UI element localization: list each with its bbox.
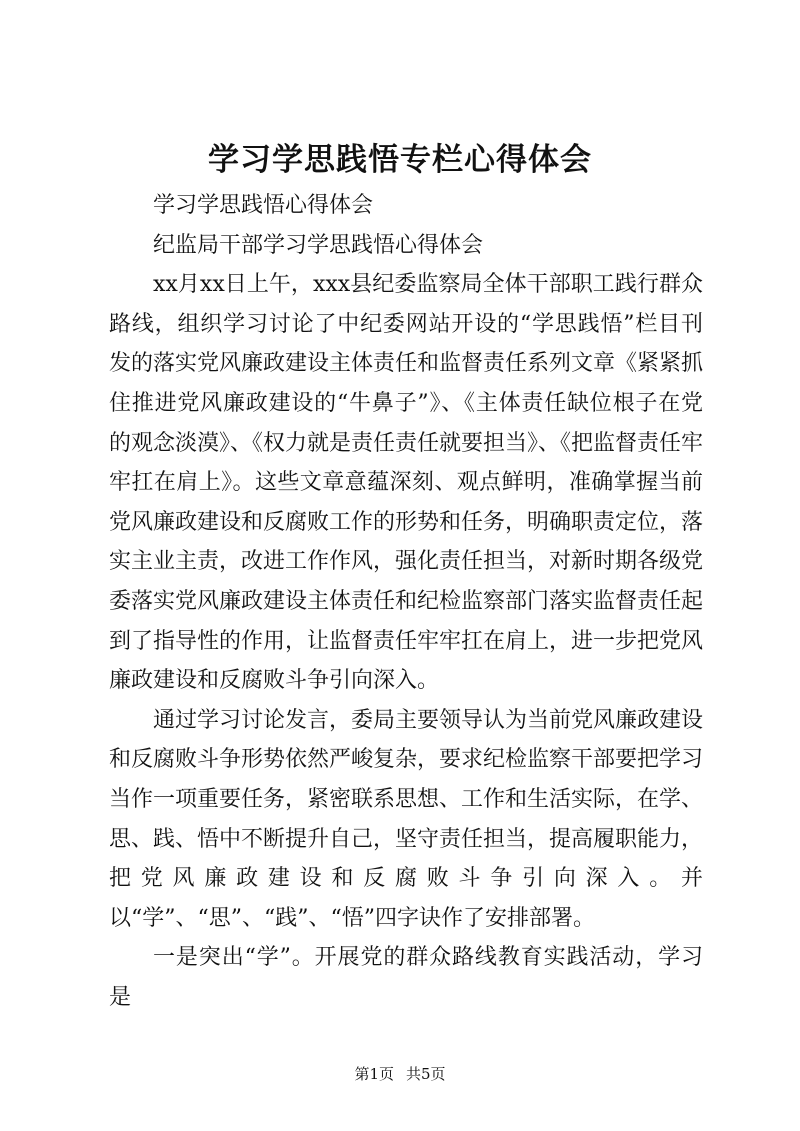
- paragraph: 通过学习讨论发言，委局主要领导认为当前党风廉政建设和反腐败斗争形势依然严峻复杂，要求纪检监察干部要把学习当作一项重要任务，紧密联系思想、工作和生活实际，在学、思、践、悟中不断提升自己，坚守责任担当，提高履职能力，把党风廉政建设和反腐败斗争引向深入。并以“学”、“思”、“践”、“悟”四字诀作了安排部署。: [109, 707, 704, 931]
- paragraph: 纪监局干部学习学思践悟心得体会: [153, 232, 484, 258]
- paragraph: xx月xx日上午，xxx县纪委监察局全体干部职工践行群众路线，组织学习讨论了中纪委网站开设的“学思践悟”栏目刊发的落实党风廉政建设主体责任和监督责任系列文章《紧紧抓住推进党风廉政建设的“牛鼻子”》、《主体责任缺位根子在党的观念淡漠》、《权力就是责任责任就要担当》、《把监督责任牢牢扛在肩上》。这些文章意蕴深刻、观点鲜明，准确掌握当前党风廉政建设和反腐败工作的形势和任务，明确职责定位，落实主业主责，改进工作作风，强化责任担当，对新时期各级党委落实党风廉政建设主体责任和纪检监察部门落实监督责任起到了指导性的作用，让监督责任牢牢扛在肩上，进一步把党风廉政建设和反腐败斗争引向深入。: [109, 272, 704, 694]
- page-footer: [0, 1064, 800, 1084]
- page-number: 第1页: [354, 1065, 394, 1083]
- paragraph: 一是突出“学”。开展党的群众路线教育实践活动，学习是: [109, 945, 703, 1010]
- page-total: 共5页: [406, 1065, 446, 1083]
- paragraph: 学习学思践悟心得体会: [153, 193, 374, 218]
- document-title: 学习学思践悟专栏心得体会: [208, 142, 592, 178]
- document-body: [109, 186, 703, 1017]
